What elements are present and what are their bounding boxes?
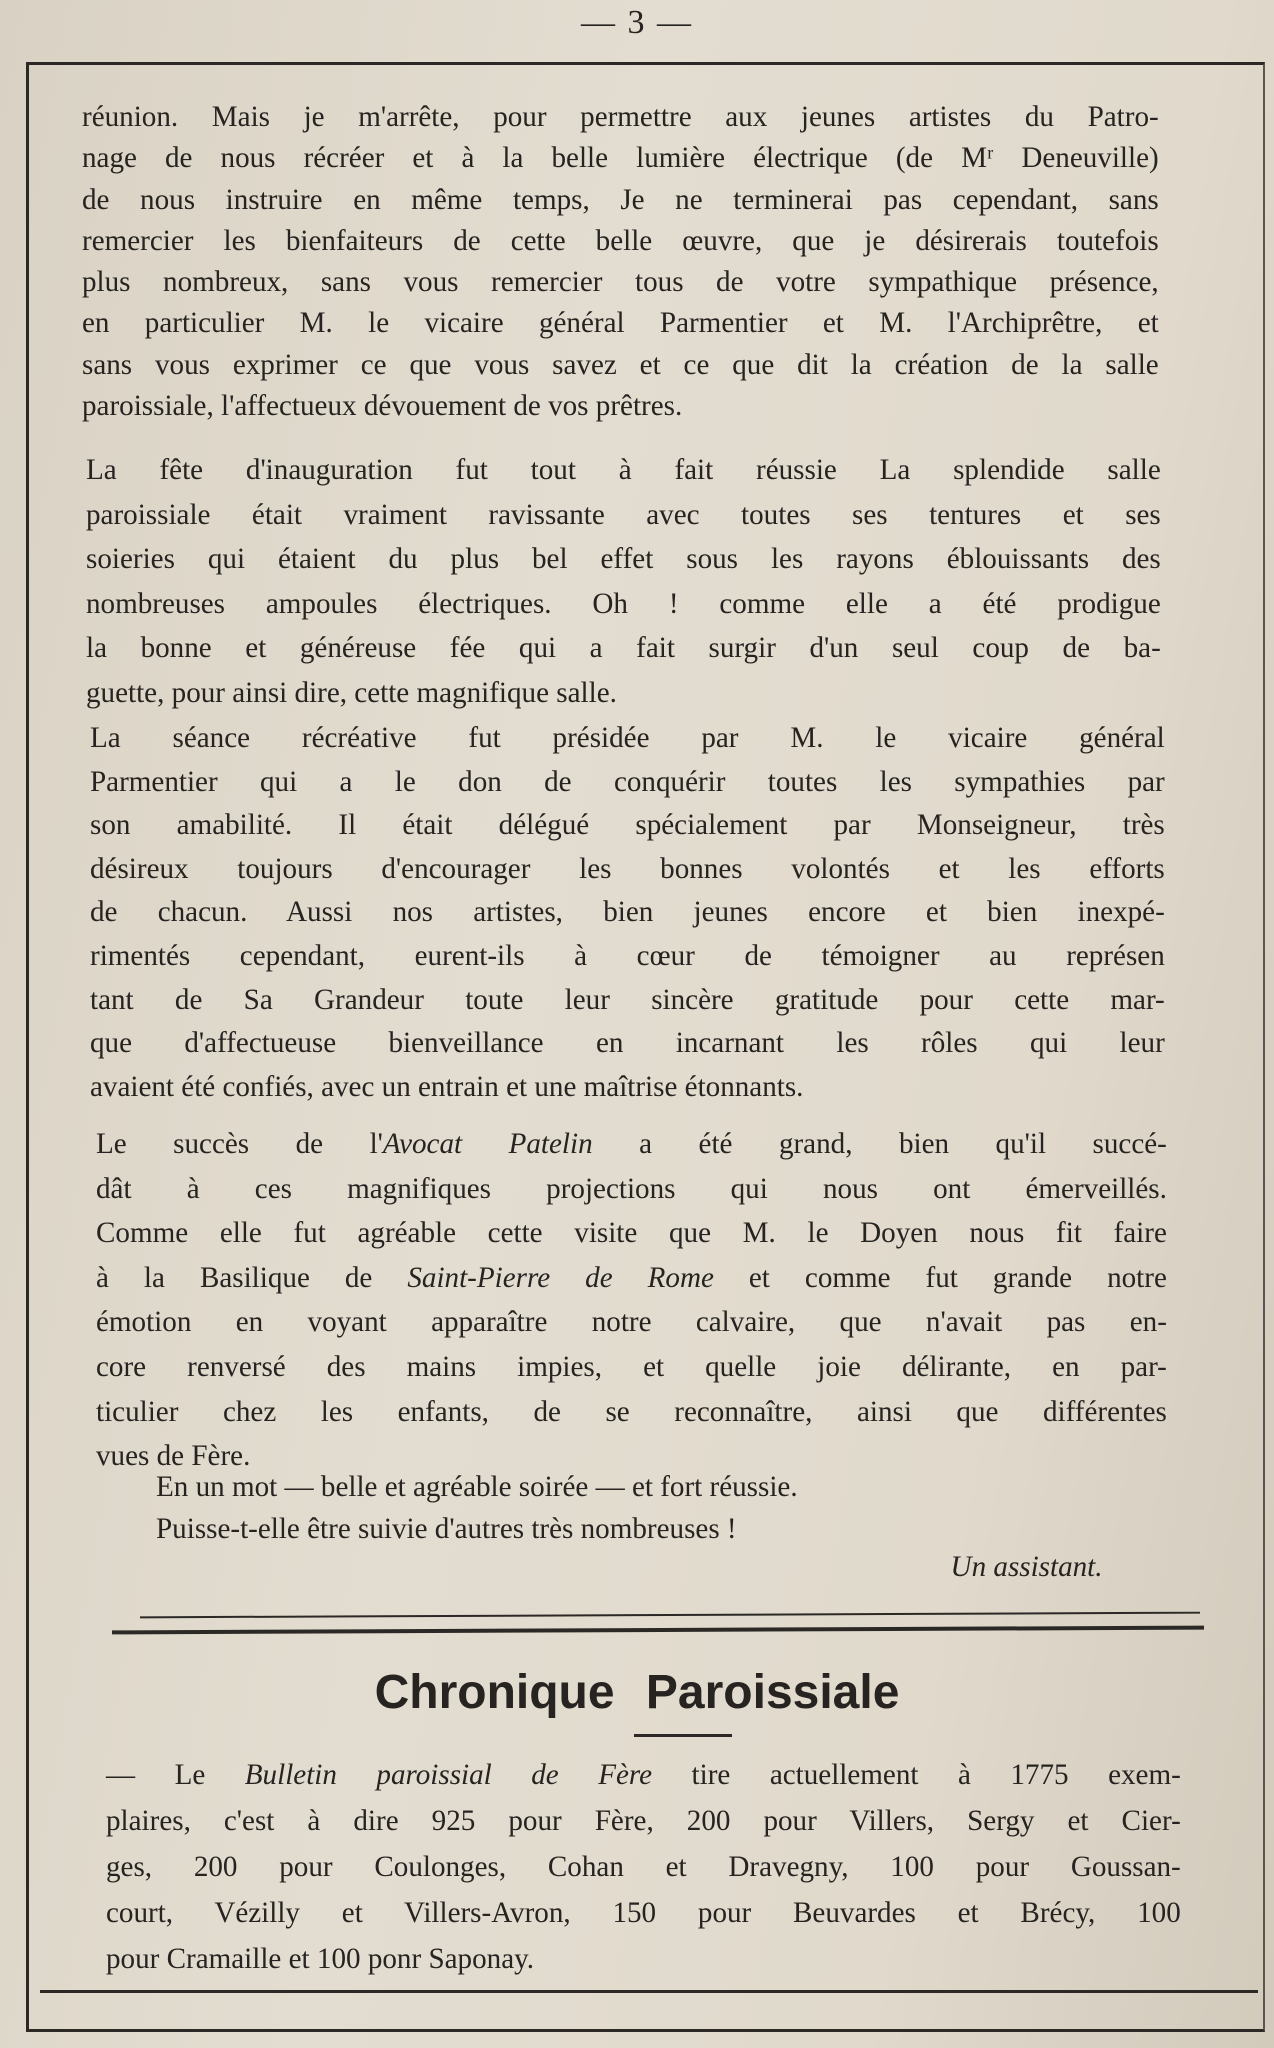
text-line <box>96 1122 1167 1167</box>
text-line: désireux toujours d'encourager les bonnes volontés et les efforts <box>90 851 1165 885</box>
paragraph-bulletin <box>106 1752 1214 1982</box>
text-line: que d'affectueuse bienveillance en incarnant les rôles qui leur <box>90 1026 1165 1060</box>
text-line: sans vous exprimer ce que vous savez et ce que dit la création de la salle <box>82 347 1159 381</box>
text-line: court, Vézilly et Villers-Avron, 150 pour Beuvardes et Brécy, 100 <box>106 1896 1181 1929</box>
text-line: Comme elle fut agréable cette visite que M. le Doyen nous fit faire <box>96 1216 1167 1250</box>
section-heading: Chronique Paroissiale <box>374 1666 900 1719</box>
italic-text: Bulletin paroissial de Fère <box>244 1758 653 1791</box>
heading-underline <box>634 1734 732 1737</box>
paragraph-reunion <box>82 96 1192 426</box>
italic-text: Un assistant. <box>950 1550 1103 1583</box>
bottom-rule <box>40 1990 1258 1993</box>
text-line: réunion. Mais je m'arrête, pour permettre aux jeunes artistes du Patro- <box>82 100 1159 133</box>
text-line: de chacun. Aussi nos artistes, bien jeunes encore et bien inexpé- <box>90 895 1165 929</box>
text-line <box>96 1256 1167 1301</box>
paragraph-succes <box>96 1122 1200 1479</box>
text-line: en particulier M. le vicaire général Parmentier et M. l'Archiprêtre, et <box>82 306 1159 340</box>
text-line: dât à ces magnifiques projections qui nous ont émerveillés. <box>96 1171 1167 1205</box>
text-line: de nous instruire en même temps, Je ne terminerai pas cependant, sans <box>82 182 1159 216</box>
text-line: En un mot — belle et agréable soirée — et fort réussie. <box>156 1470 798 1503</box>
text-segment: — Le <box>106 1758 245 1791</box>
text-line: rimentés cependant, eurent-ils à cœur de témoigner au représen <box>90 938 1165 972</box>
text-segment: Le succès de l' <box>96 1127 383 1160</box>
text-line: plus nombreux, sans vous remercier tous de votre sympathique présence, <box>82 265 1159 299</box>
text-line: guette, pour ainsi dire, cette magnifique salle. <box>86 675 617 709</box>
text-segment: tire actuellement à 1775 exem- <box>652 1758 1181 1791</box>
paragraph-inauguration <box>86 448 1194 716</box>
text-line <box>700 1546 1103 1588</box>
text-line: nage de nous récréer et à la belle lumière électrique (de Mʳ Deneuville) <box>82 141 1159 175</box>
text-line: La fête d'inauguration fut tout à fait réussie La splendide salle <box>86 453 1161 486</box>
italic-text: Saint-Pierre de Rome <box>407 1260 714 1294</box>
text-line: La séance récréative fut présidée par M. le vicaire général <box>90 721 1165 754</box>
text-segment: et comme fut grande notre <box>713 1260 1167 1294</box>
paragraph-conclusion <box>156 1466 1156 1550</box>
text-line: Puisse-t-elle être suivie d'autres très nombreuses ! <box>156 1512 737 1545</box>
text-line: nombreuses ampoules électriques. Oh ! comme elle a été prodigue <box>86 586 1161 620</box>
text-line: remercier les bienfaiteurs de cette belle œuvre, que je désirerais toutefois <box>82 223 1159 257</box>
text-segment: à la Basilique de <box>96 1260 408 1294</box>
paragraph-seance <box>90 716 1198 1108</box>
text-line: paroissiale était vraiment ravissante avec toutes ses tentures et ses <box>86 497 1161 531</box>
text-line: tant de Sa Grandeur toute leur sincère gratitude pour cette mar- <box>90 982 1165 1016</box>
text-line: core renversé des mains impies, et quelle joie délirante, en par- <box>96 1349 1167 1383</box>
text-segment: a été grand, bien qu'il succé- <box>592 1127 1167 1160</box>
text-line: vues de Fère. <box>96 1439 251 1473</box>
signature <box>700 1546 1115 1588</box>
text-line <box>106 1752 1181 1798</box>
text-line: émotion en voyant apparaître notre calvaire, que n'avait pas en- <box>96 1305 1167 1339</box>
text-line: paroissiale, l'affectueux dévouement de vos prêtres. <box>82 389 683 423</box>
text-line: plaires, c'est à dire 925 pour Fère, 200 pour Villers, Sergy et Cier- <box>106 1804 1181 1837</box>
page-number: — 3 — <box>581 4 693 41</box>
text-line: Parmentier qui a le don de conquérir toutes les sympathies par <box>90 764 1165 798</box>
text-line: pour Cramaille et 100 ponr Saponay. <box>106 1942 535 1975</box>
text-line: soieries qui étaient du plus bel effet sous les rayons éblouissants des <box>86 542 1161 576</box>
text-line: la bonne et généreuse fée qui a fait surgir d'un seul coup de ba- <box>86 631 1161 665</box>
italic-text: Avocat Patelin <box>382 1127 593 1160</box>
text-line: avaient été confiés, avec un entrain et une maîtrise étonnants. <box>90 1069 804 1103</box>
text-line: ticulier chez les enfants, de se reconnaître, ainsi que différentes <box>96 1394 1167 1428</box>
text-line: son amabilité. Il était délégué spécialement par Monseigneur, très <box>90 808 1165 842</box>
text-line: ges, 200 pour Coulonges, Cohan et Dravegny, 100 pour Goussan- <box>106 1850 1181 1883</box>
